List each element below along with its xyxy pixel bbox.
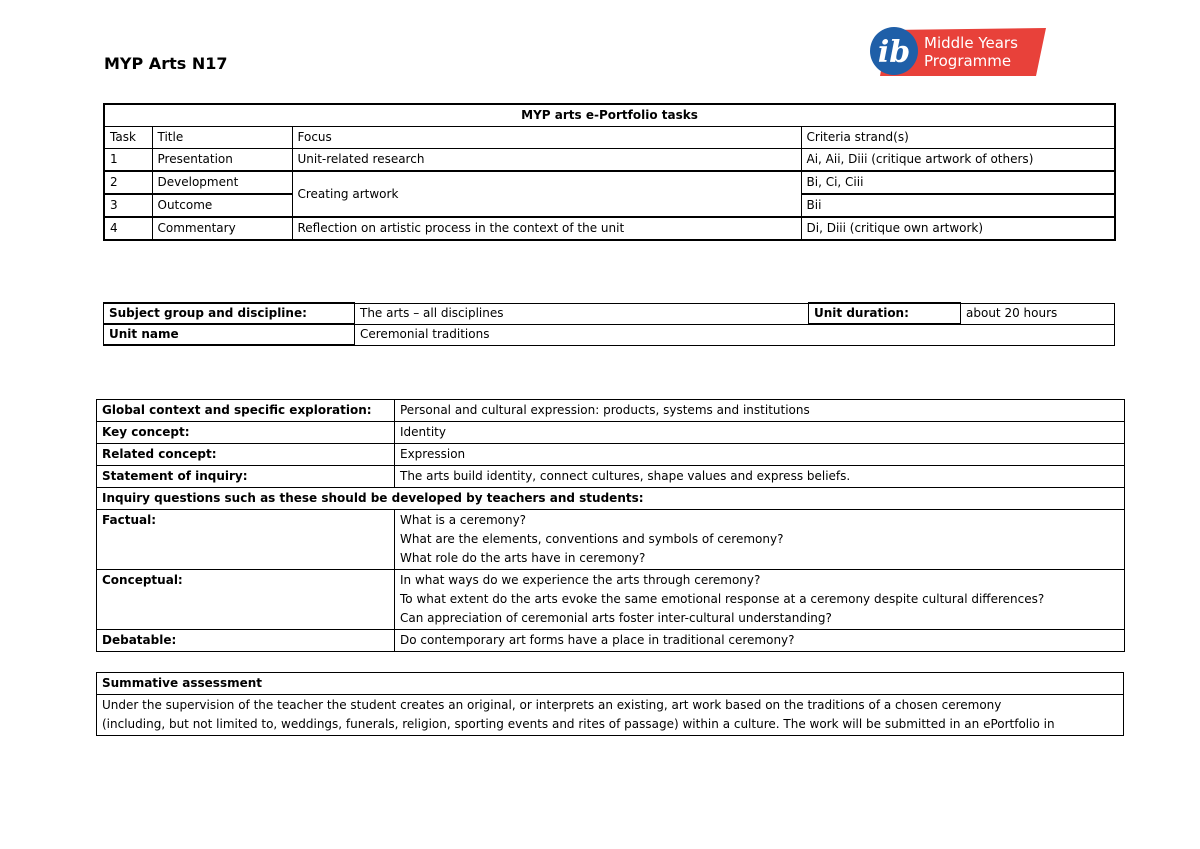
task-criteria: Ai, Aii, Diii (critique artwork of others)	[801, 149, 1115, 172]
task-focus: Creating artwork	[292, 171, 801, 217]
task-title: Presentation	[152, 149, 292, 172]
table-row	[97, 510, 1125, 570]
factual-label: Factual:	[97, 510, 395, 570]
task-number: 3	[104, 194, 152, 217]
column-header: Title	[152, 127, 292, 149]
task-number: 4	[104, 217, 152, 240]
table-row	[104, 217, 1115, 240]
table-row	[97, 466, 1125, 488]
table-row	[104, 149, 1115, 172]
duration-value: about 20 hours	[961, 303, 1115, 324]
table-row	[104, 324, 1115, 345]
summative-line: Under the supervision of the teacher the student creates an original, or interprets an existing, art work based on the traditions of a chosen ceremony	[102, 698, 1002, 712]
debatable-label: Debatable:	[97, 630, 395, 652]
table-row	[97, 695, 1124, 736]
document-title: MYP Arts N17	[104, 54, 228, 73]
factual-questions	[395, 510, 1125, 570]
conceptual-questions	[395, 570, 1125, 630]
inquiry-table	[96, 399, 1125, 652]
summative-assessment-table	[96, 672, 1124, 736]
table-caption: MYP arts e-Portfolio tasks	[104, 104, 1115, 127]
logo-line2: Programme	[924, 52, 1012, 70]
question: What is a ceremony?	[400, 513, 527, 527]
duration-label: Unit duration:	[809, 303, 961, 324]
table-row	[97, 570, 1125, 630]
table-row	[97, 444, 1125, 466]
table-row	[97, 400, 1125, 422]
questions-heading: Inquiry questions such as these should be developed by teachers and students:	[97, 488, 1125, 510]
table-row	[104, 303, 1115, 324]
subject-label: Subject group and discipline:	[104, 303, 355, 324]
task-title: Commentary	[152, 217, 292, 240]
task-focus: Reflection on artistic process in the context of the unit	[292, 217, 801, 240]
statement-value: The arts build identity, connect cultures, shape values and express beliefs.	[395, 466, 1125, 488]
task-number: 1	[104, 149, 152, 172]
question: To what extent do the arts evoke the same emotional response at a ceremony despite cultural differences?	[400, 592, 1045, 606]
unit-name-label: Unit name	[104, 324, 355, 345]
task-title: Development	[152, 171, 292, 194]
key-concept-value: Identity	[395, 422, 1125, 444]
table-caption-row	[104, 104, 1115, 127]
task-number: 2	[104, 171, 152, 194]
table-row	[97, 673, 1124, 695]
question: Can appreciation of ceremonial arts foster inter-cultural understanding?	[400, 611, 832, 625]
statement-label: Statement of inquiry:	[97, 466, 395, 488]
table-row	[97, 630, 1125, 652]
task-focus: Unit-related research	[292, 149, 801, 172]
table-header-row	[104, 127, 1115, 149]
summative-line: (including, but not limited to, weddings, funerals, religion, sporting events and rites of passage) within a culture. The work will be submitted in an ePortfolio in	[102, 717, 1055, 731]
column-header: Criteria strand(s)	[801, 127, 1115, 149]
table-row	[97, 488, 1125, 510]
task-title: Outcome	[152, 194, 292, 217]
global-context-value: Personal and cultural expression: products, systems and institutions	[395, 400, 1125, 422]
eportfolio-tasks-table	[103, 103, 1116, 241]
table-row	[104, 171, 1115, 194]
global-context-label: Global context and specific exploration:	[97, 400, 395, 422]
column-header: Task	[104, 127, 152, 149]
unit-name-value: Ceremonial traditions	[355, 324, 1115, 345]
question: What are the elements, conventions and symbols of ceremony?	[400, 532, 784, 546]
related-concept-value: Expression	[395, 444, 1125, 466]
related-concept-label: Related concept:	[97, 444, 395, 466]
table-row	[97, 422, 1125, 444]
summative-heading: Summative assessment	[97, 673, 1124, 695]
logo-mark: ib	[877, 35, 911, 70]
debatable-question: Do contemporary art forms have a place in traditional ceremony?	[395, 630, 1125, 652]
task-criteria: Bii	[801, 194, 1115, 217]
conceptual-label: Conceptual:	[97, 570, 395, 630]
logo-line1: Middle Years	[924, 34, 1018, 52]
subject-value: The arts – all disciplines	[355, 303, 809, 324]
task-criteria: Di, Diii (critique own artwork)	[801, 217, 1115, 240]
question: In what ways do we experience the arts through ceremony?	[400, 573, 761, 587]
key-concept-label: Key concept:	[97, 422, 395, 444]
unit-info-table	[103, 302, 1115, 346]
task-criteria: Bi, Ci, Ciii	[801, 171, 1115, 194]
question: What role do the arts have in ceremony?	[400, 551, 646, 565]
summative-text	[97, 695, 1124, 736]
ib-myp-logo	[868, 24, 1048, 80]
column-header: Focus	[292, 127, 801, 149]
